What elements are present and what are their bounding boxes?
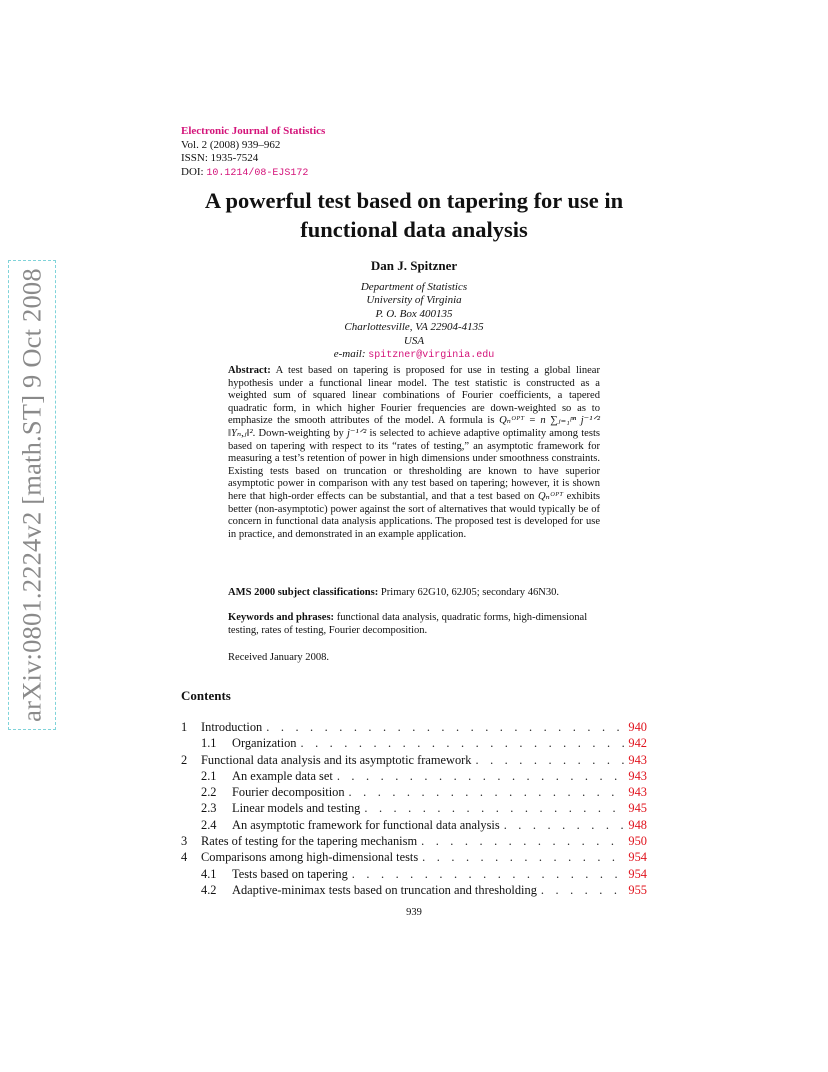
author-name: Dan J. Spitzner	[370, 258, 458, 273]
toc-entry[interactable]	[181, 769, 647, 785]
abstract-text-2: . Down-weighting by	[252, 427, 347, 439]
page-number: 939	[406, 907, 422, 918]
toc-page-link[interactable]: 950	[628, 834, 647, 849]
toc-number: 2.4	[201, 817, 217, 832]
abstract-weight: j⁻¹ᐟ²	[346, 427, 367, 439]
toc-entry[interactable]	[181, 867, 647, 883]
toc-entry[interactable]	[181, 834, 647, 850]
doi-label: DOI:	[181, 165, 207, 178]
contents-heading: Contents	[181, 688, 231, 703]
toc-title: Fourier decomposition	[232, 785, 345, 800]
toc-number: 1.1	[201, 736, 217, 751]
toc-number: 4.1	[201, 866, 217, 881]
toc-page-link[interactable]: 943	[628, 768, 647, 783]
toc-number: 4.2	[201, 882, 217, 897]
toc-leader	[266, 720, 624, 735]
affil-email-line	[160, 348, 668, 362]
toc-page-link[interactable]: 954	[628, 850, 647, 865]
affil-box: P. O. Box 400135	[375, 307, 453, 320]
toc-title: Comparisons among high-dimensional tests	[201, 850, 419, 865]
abstract-stat: Qₙᴼᴾᵀ	[537, 490, 564, 502]
keywords-text: functional data analysis, quadratic forms, high-dimensional testing, rates of testing, Fourier decomposition.	[228, 612, 588, 636]
affiliation	[160, 281, 668, 362]
ams-label: AMS 2000 subject classifications:	[228, 587, 379, 598]
toc-number: 1	[181, 720, 188, 734]
toc-leader	[364, 801, 624, 816]
toc-entry[interactable]	[181, 720, 647, 736]
journal-name[interactable]: Electronic Journal of Statistics	[181, 125, 326, 137]
affil-country: USA	[403, 334, 425, 347]
ams-classification	[228, 587, 600, 600]
toc-page-link[interactable]: 943	[628, 752, 647, 767]
toc-number: 3	[181, 834, 188, 849]
paper-title: A powerful test based on tapering for use in functional data analysis	[204, 188, 624, 242]
toc-title: An asymptotic framework for functional data analysis	[232, 817, 500, 832]
toc-entry[interactable]	[181, 883, 647, 899]
toc-title: Tests based on tapering	[232, 866, 348, 881]
email-label: e-mail:	[333, 348, 369, 361]
toc-page-link[interactable]: 943	[628, 785, 647, 800]
received-date: Received January 2008.	[228, 652, 330, 663]
affil-city: Charlottesville, VA 22904-4135	[344, 321, 484, 334]
journal-issn: ISSN: 1935-7524	[181, 152, 259, 164]
toc-leader	[300, 736, 624, 751]
toc-number: 4	[181, 850, 188, 865]
toc-leader	[422, 850, 624, 865]
abstract-text-3: is selected to achieve adaptive optimality among tests based on tapering with respect to its “rates of testing,” an asymptotic framework for measuring a test’s retention of power in high dimensions under smoothness constraints. Existing tests based on truncation or thresholding are known to have superior asymptotic power in comparison with any test based on tapering; however, it is shown here that high-order effects can be substantial, and that a test based on	[228, 427, 600, 502]
ams-text: Primary 62G10, 62J05; secondary 46N30.	[378, 587, 560, 598]
toc-page-link[interactable]: 948	[628, 817, 647, 832]
email-link[interactable]: spitzner@virginia.edu	[368, 350, 495, 362]
toc-number: 2.3	[201, 801, 217, 816]
toc-page-link[interactable]: 954	[628, 866, 647, 881]
toc-number: 2.2	[201, 785, 217, 800]
toc-leader	[504, 818, 625, 833]
toc-leader	[337, 769, 625, 784]
journal-doi-line	[181, 166, 325, 181]
toc-entry[interactable]	[181, 785, 647, 801]
abstract-text-4: exhibits better (non-asymptotic) power against the sort of alternatives that would typically be of concern in functional data analysis applications. The proposed test is developed for use in practice, and demonstrated in an example application.	[228, 490, 600, 540]
toc-entry[interactable]	[181, 753, 647, 769]
toc-title: Organization	[232, 736, 297, 751]
keywords	[228, 612, 600, 637]
toc-number: 2	[181, 752, 188, 767]
toc-leader	[421, 834, 624, 849]
toc-title: Functional data analysis and its asymptotic framework	[201, 752, 472, 767]
journal-info	[181, 125, 325, 180]
toc-entry[interactable]	[181, 850, 647, 866]
affil-department: Department of Statistics	[360, 281, 468, 293]
toc-leader	[352, 867, 625, 882]
toc-number: 2.1	[201, 768, 217, 783]
toc-entry[interactable]	[181, 818, 647, 834]
toc-page-link[interactable]: 940	[628, 720, 647, 734]
arxiv-identifier: arXiv:0801.2224v2 [math.ST] 9 Oct 2008	[16, 268, 47, 722]
journal-volume: Vol. 2 (2008) 939–962	[181, 138, 281, 151]
abstract	[228, 365, 600, 541]
table-of-contents	[181, 720, 647, 899]
abstract-formula: Qₙᴼᴾᵀ = n ∑ⱼ₌₁ᵖⁿ j⁻¹ᐟ² ‖Yₙ,ⱼ‖²	[228, 415, 600, 439]
toc-page-link[interactable]: 955	[628, 882, 647, 897]
toc-leader	[349, 785, 625, 800]
abstract-label: Abstract:	[228, 365, 271, 376]
affil-university: University of Virginia	[366, 294, 462, 307]
abstract-text-1: A test based on tapering is proposed for use in testing a global linear hypothesis under a functional linear model. The test statistic is constructed as a weighted sum of squared linear combinations of Fourier coefficients, a tapered quadratic form, in which higher Fourier frequencies are down-weighted so as to emphasize the smooth attributes of the model. A formula is	[228, 365, 600, 427]
toc-title: An example data set	[232, 768, 333, 783]
toc-entry[interactable]	[181, 736, 647, 752]
toc-title: Linear models and testing	[232, 801, 361, 816]
toc-entry[interactable]	[181, 801, 647, 817]
toc-page-link[interactable]: 945	[628, 801, 647, 816]
doi-link[interactable]: 10.1214/08-EJS172	[206, 167, 309, 179]
toc-title: Rates of testing for the tapering mechanism	[201, 834, 418, 849]
toc-title: Introduction	[201, 720, 263, 734]
toc-leader	[475, 753, 624, 768]
toc-page-link[interactable]: 942	[628, 736, 647, 751]
keywords-label: Keywords and phrases:	[228, 612, 335, 623]
toc-leader	[541, 883, 625, 898]
toc-title: Adaptive-minimax tests based on truncation and thresholding	[232, 882, 537, 897]
